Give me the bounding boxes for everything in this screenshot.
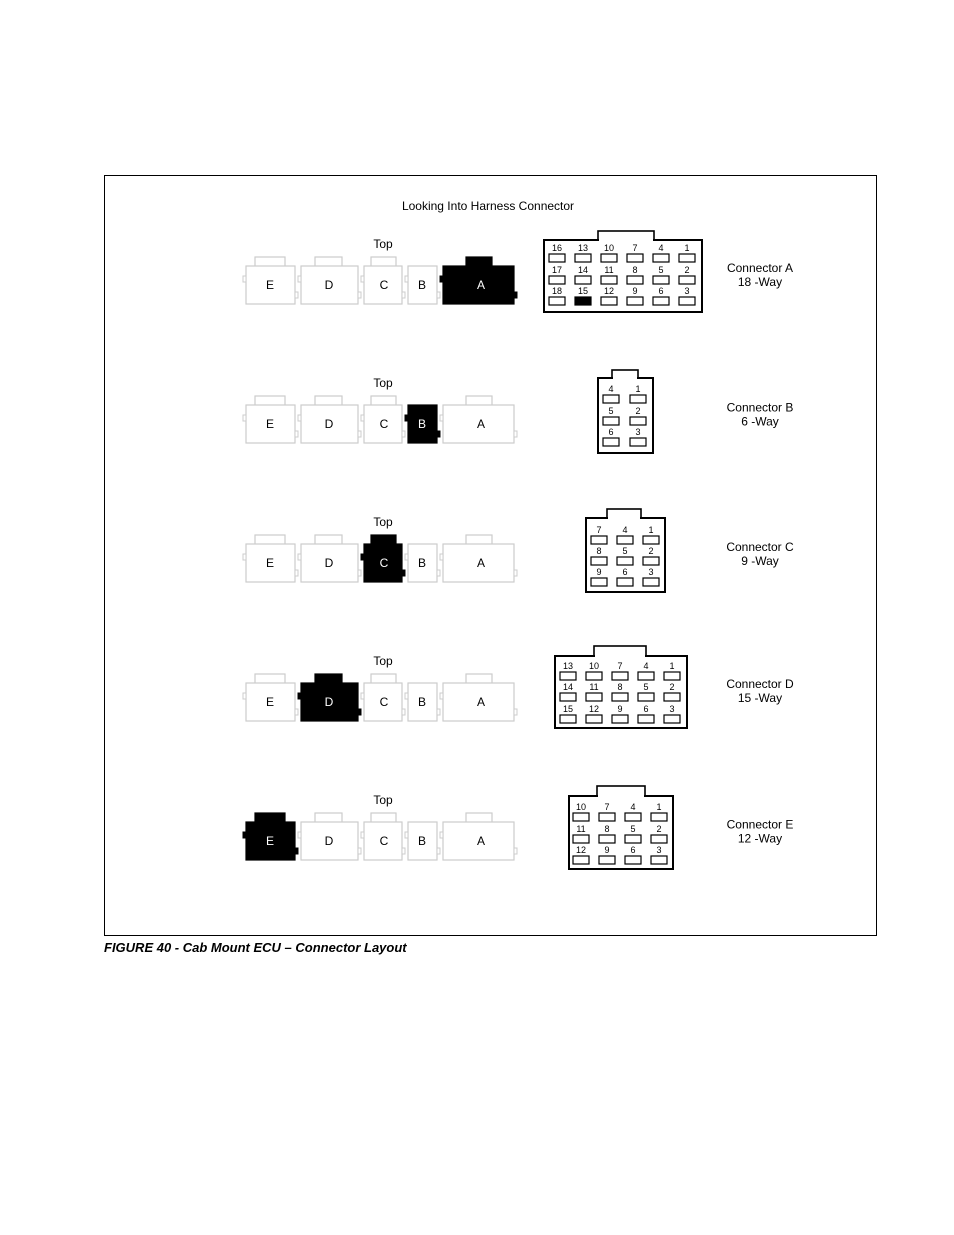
pin-number: 13 [562,661,574,671]
pin-number: 5 [658,265,664,275]
connector-name: Connector C [726,540,794,554]
pin-cavity-3 [679,297,695,305]
pin-number: 1 [635,384,641,394]
pin-cavity-6 [617,578,633,586]
pin-number: 6 [622,567,628,577]
housing-notch [358,709,361,715]
housing-d [298,257,361,304]
housing-notch [514,570,517,576]
housing-e-highlighted [243,813,298,860]
pin-cavity-9 [599,856,615,864]
housing-label-a: A [476,695,486,709]
housing-label-e: E [265,417,275,431]
pin-number: 12 [575,845,587,855]
pin-number: 10 [603,243,615,253]
housing-notch [405,554,408,560]
housing-a [440,396,517,443]
pin-cavity-2 [630,417,646,425]
top-label: Top [373,654,393,668]
connector-row-c [243,509,794,592]
pin-number: 9 [632,286,638,296]
housing-label-d: D [324,417,334,431]
pin-number: 4 [643,661,649,671]
pin-number: 4 [622,525,628,535]
top-label: Top [373,376,393,390]
housing-label-a: A [476,278,486,292]
housing-label-d: D [324,834,334,848]
pin-number: 1 [684,243,690,253]
housing-notch [358,292,361,298]
pin-cavity-14 [560,693,576,701]
pin-number: 6 [630,845,636,855]
housing-label-c: C [379,556,389,570]
housing-notch [402,709,405,715]
housing-d [298,813,361,860]
housing-c [361,674,405,721]
housing-label-c: C [379,695,389,709]
housing-label-a: A [476,417,486,431]
pin-number: 2 [656,824,662,834]
pin-number: 5 [608,406,614,416]
connector-face-a [544,231,702,312]
housing-label-b: B [417,417,427,431]
housing-notch [405,832,408,838]
pin-cavity-10 [586,672,602,680]
housing-notch [437,709,440,715]
pin-number: 13 [577,243,589,253]
pin-cavity-8 [627,276,643,284]
pin-cavity-8 [591,557,607,565]
connector-row-b [243,370,793,453]
housing-notch [361,276,364,282]
face-outline [544,240,702,312]
pin-cavity-1 [651,813,667,821]
pin-cavity-5 [638,693,654,701]
housing-label-b: B [417,278,427,292]
housing-label-d: D [324,556,334,570]
pin-number: 3 [648,567,654,577]
pin-cavity-6 [603,438,619,446]
pin-cavity-1 [630,395,646,403]
pin-number: 3 [684,286,690,296]
pin-cavity-18 [549,297,565,305]
pin-number: 18 [551,286,563,296]
pin-cavity-4 [638,672,654,680]
housing-label-b: B [417,834,427,848]
housing-label-d: D [324,278,334,292]
housing-notch [243,832,246,838]
housing-label-e: E [265,834,275,848]
housing-label-c: C [379,834,389,848]
pin-cavity-11 [586,693,602,701]
face-tab-gap [608,517,640,520]
pin-number: 6 [643,704,649,714]
housing-b-highlighted [405,405,440,443]
housing-notch [402,431,405,437]
pin-number: 6 [608,427,614,437]
pin-number: 8 [617,682,623,692]
pin-number: 3 [669,704,675,714]
housing-notch [361,832,364,838]
pin-number: 11 [589,682,599,692]
pin-number: 4 [630,802,636,812]
housing-label-a: A [476,556,486,570]
pin-number: 14 [562,682,574,692]
pin-cavity-6 [638,715,654,723]
pin-cavity-4 [653,254,669,262]
housing-notch [295,570,298,576]
housing-notch [298,415,301,421]
connector-ways: 12 -Way [737,831,783,846]
pin-cavity-6 [625,856,641,864]
housing-c [361,813,405,860]
housing-b [405,266,440,304]
pin-number: 7 [617,661,623,671]
housing-e [243,257,298,304]
housing-label-e: E [265,278,275,292]
pin-cavity-1 [664,672,680,680]
housing-e [243,535,298,582]
pin-number: 10 [575,802,587,812]
pin-number: 10 [588,661,600,671]
pin-number: 9 [596,567,602,577]
housing-d-highlighted [298,674,361,721]
connector-ways: 15 -Way [737,691,783,705]
pin-cavity-9 [591,578,607,586]
pin-number: 12 [588,704,600,714]
housing-notch [440,415,443,421]
pin-cavity-5 [617,557,633,565]
pin-cavity-12 [586,715,602,723]
housing-notch [358,570,361,576]
housing-notch [514,292,517,298]
housing-c-highlighted [361,535,405,582]
figure-caption: FIGURE 40 - Cab Mount ECU – Connector Layout [104,940,407,955]
housing-c [361,396,405,443]
housing-notch [361,693,364,699]
pin-cavity-3 [651,856,667,864]
pin-number: 15 [562,704,574,714]
connector-name: Connector E [726,817,794,832]
pin-number: 11 [604,265,614,275]
housing-notch [514,848,517,854]
connector-ways: 6 -Way [741,414,779,429]
pin-cavity-4 [625,813,641,821]
pin-cavity-16 [549,254,565,262]
face-tab-gap [599,239,653,242]
housing-label-d: D [324,695,334,709]
housing-notch [514,431,517,437]
top-label: Top [373,237,393,251]
pin-number: 2 [684,265,690,275]
pin-number: 4 [608,384,614,394]
connector-face-d [555,646,687,728]
pin-cavity-10 [601,254,617,262]
housing-notch [361,554,364,560]
top-label: Top [373,515,393,529]
pin-cavity-4 [603,395,619,403]
housing-notch [437,848,440,854]
housing-notch [405,693,408,699]
figure-header: Looking Into Harness Connector [401,199,575,213]
housing-notch [298,693,301,699]
pin-number: 8 [632,265,638,275]
housing-notch [358,431,361,437]
housing-notch [243,415,246,421]
housing-notch [243,554,246,560]
pin-cavity-2 [643,557,659,565]
connector-face-c [586,509,665,592]
pin-number: 14 [577,265,589,275]
housing-label-a: A [476,834,486,848]
connector-face-e [569,786,673,869]
housing-e [243,396,298,443]
pin-number: 3 [635,427,641,437]
housing-notch [298,832,301,838]
pin-cavity-3 [664,715,680,723]
housing-label-e: E [265,695,275,709]
pin-number: 1 [669,661,675,671]
pin-number: 2 [635,406,641,416]
pin-cavity-1 [643,536,659,544]
connector-name: Connector D [726,677,794,691]
pin-number: 2 [669,682,675,692]
housing-b [405,822,440,860]
pin-cavity-2 [664,693,680,701]
connector-ways: 9 -Way [741,554,779,568]
pin-cavity-1 [679,254,695,262]
housing-notch [437,570,440,576]
pin-number: 5 [643,682,649,692]
housing-notch [440,832,443,838]
pin-cavity-14 [575,276,591,284]
pin-number: 5 [622,546,628,556]
housing-notch [295,709,298,715]
pin-cavity-5 [625,835,641,843]
pin-cavity-5 [603,417,619,425]
pin-number: 15 [577,286,589,296]
pin-number: 7 [604,802,610,812]
housing-notch [298,276,301,282]
pin-cavity-9 [612,715,628,723]
connector-row-d [243,646,794,728]
pin-number: 16 [551,243,563,253]
pin-cavity-8 [612,693,628,701]
pin-cavity-2 [651,835,667,843]
housing-d [298,535,361,582]
pin-number: 5 [630,824,636,834]
connector-face-b [598,370,653,453]
housing-notch [243,276,246,282]
connector-name: Connector A [726,261,794,275]
housing-notch [440,693,443,699]
housing-d [298,396,361,443]
connector-ways: 18 -Way [737,275,783,289]
face-tab-gap [613,377,637,380]
pin-cavity-13 [560,672,576,680]
pin-number: 2 [648,546,654,556]
housing-c [361,257,405,304]
pin-number: 9 [604,845,610,855]
housing-notch [298,554,301,560]
face-tab-gap [598,795,644,798]
pin-cavity-4 [617,536,633,544]
pin-cavity-6 [653,297,669,305]
housing-notch [295,292,298,298]
housing-notch [295,431,298,437]
pin-cavity-10 [573,813,589,821]
housing-label-b: B [417,556,427,570]
housing-a [440,535,517,582]
housing-b [405,683,440,721]
pin-cavity-9 [627,297,643,305]
pin-cavity-3 [643,578,659,586]
housing-notch [514,709,517,715]
pin-cavity-11 [601,276,617,284]
connector-name: Connector B [726,400,794,415]
pin-cavity-13 [575,254,591,262]
housing-notch [437,431,440,437]
housing-notch [295,848,298,854]
housing-notch [437,292,440,298]
pin-number: 12 [603,286,615,296]
housing-notch [440,554,443,560]
housing-notch [358,848,361,854]
housing-a [440,813,517,860]
pin-cavity-11 [573,835,589,843]
housing-notch [243,693,246,699]
pin-cavity-5 [653,276,669,284]
pin-cavity-3 [630,438,646,446]
pin-number: 11 [576,824,586,834]
housing-notch [402,292,405,298]
face-tab-gap [595,655,645,658]
pin-number: 1 [648,525,654,535]
pin-cavity-2 [679,276,695,284]
pin-cavity-15 [560,715,576,723]
pin-cavity-17 [549,276,565,284]
pin-number: 7 [632,243,638,253]
housing-notch [405,415,408,421]
pin-cavity-7 [612,672,628,680]
pin-cavity-7 [591,536,607,544]
pin-number: 1 [656,802,662,812]
housing-label-c: C [379,278,389,292]
pin-number: 6 [658,286,664,296]
pin-cavity-7 [599,813,615,821]
pin-number: 7 [596,525,602,535]
housing-a [440,674,517,721]
housing-notch [361,415,364,421]
housing-notch [402,570,405,576]
housing-b [405,544,440,582]
housing-label-c: C [379,417,389,431]
housing-notch [440,276,443,282]
connector-row-a [243,231,793,312]
housing-a-highlighted [440,257,517,304]
pin-cavity-15 [575,297,591,305]
pin-number: 8 [596,546,602,556]
top-label: Top [373,793,393,807]
pin-number: 4 [658,243,664,253]
housing-notch [402,848,405,854]
housing-label-b: B [417,695,427,709]
pin-cavity-12 [601,297,617,305]
pin-number: 3 [656,845,662,855]
pin-cavity-7 [627,254,643,262]
pin-number: 9 [617,704,623,714]
housing-notch [405,276,408,282]
housing-label-e: E [265,556,275,570]
connector-row-e [243,786,793,869]
housing-e [243,674,298,721]
pin-cavity-12 [573,856,589,864]
pin-number: 8 [604,824,610,834]
pin-number: 17 [551,265,563,275]
pin-cavity-8 [599,835,615,843]
